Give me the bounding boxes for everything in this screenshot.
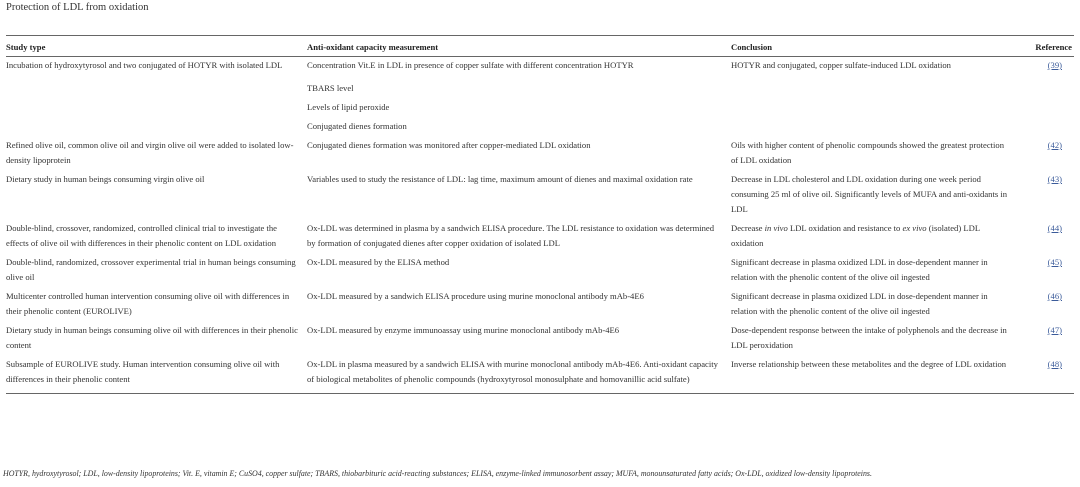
table-footnote: HOTYR, hydroxytyrosol; LDL, low-density lipoproteins; Vit. E, vitamin E; CuSO4, copper sulfate; TBARS, thiobarbituric acid-reacting substances; ELISA, enzyme-linked immunosorbent assay; MUFA, monounsaturated fatty acids; Ox-LDL, oxidized low-density lipoproteins.	[3, 469, 872, 478]
measurement-cell: Ox-LDL was determined in plasma by a sandwich ELISA procedure. The LDL resistance to oxidation was determined by formation of conjugated dienes after copper oxidation of isolated LDL	[307, 223, 715, 248]
study-type-cell: Multicenter controlled human intervention consuming olive oil with differences in their phenolic content (EUROLIVE)	[6, 291, 290, 316]
reference-cell	[1019, 220, 1074, 254]
reference-link[interactable]: (45)	[1047, 257, 1062, 267]
conclusion-cell	[731, 220, 1019, 254]
reference-cell	[1019, 57, 1074, 138]
table-row	[6, 220, 1074, 254]
reference-cell	[1019, 288, 1074, 322]
reference-link[interactable]: (46)	[1047, 291, 1062, 301]
header-conclusion: Conclusion	[731, 36, 1019, 57]
study-type-cell: Double-blind, crossover, randomized, controlled clinical trial to investigate the effects of olive oil with differences in their phenolic content on LDL oxidation	[6, 223, 277, 248]
reference-cell	[1019, 356, 1074, 394]
table-row	[6, 171, 1074, 220]
measurement-text: Concentration Vit.E in LDL in presence of copper sulfate with different concentration HOTYR	[307, 60, 634, 70]
measurement-subitem: TBARS level	[307, 83, 354, 93]
reference-link[interactable]: (44)	[1047, 223, 1062, 233]
table-row	[6, 288, 1074, 322]
study-type-cell: Dietary study in human beings consuming olive oil with differences in their phenolic content	[6, 325, 298, 350]
table-caption: Protection of LDL from oxidation	[6, 2, 149, 13]
study-type-cell: Incubation of hydroxytyrosol and two conjugated of HOTYR with isolated LDL	[6, 60, 283, 70]
study-type-cell: Double-blind, randomized, crossover experimental trial in human beings consuming olive oil	[6, 257, 296, 282]
conclusion-cell: HOTYR and conjugated, copper sulfate-induced LDL oxidation	[731, 60, 951, 70]
reference-cell	[1019, 254, 1074, 288]
table-row	[6, 356, 1074, 394]
conclusion-cell: Significant decrease in plasma oxidized LDL in dose-dependent manner in relation with the phenolic content of the olive oil ingested	[731, 257, 988, 282]
conclusion-italic-term: ex vivo	[902, 223, 927, 233]
conclusion-cell: Oils with higher content of phenolic compounds showed the greatest protection of LDL oxidation	[731, 140, 1005, 165]
conclusion-cell: Dose-dependent response between the intake of polyphenols and the decrease in LDL peroxidation	[731, 325, 1007, 350]
table-row	[6, 57, 1074, 138]
reference-link[interactable]: (39)	[1047, 60, 1062, 70]
header-measurement: Anti-oxidant capacity measurement	[307, 36, 731, 57]
reference-link[interactable]: (47)	[1047, 325, 1062, 335]
reference-cell	[1019, 137, 1074, 171]
table-row	[6, 322, 1074, 356]
measurement-cell: Ox-LDL measured by a sandwich ELISA procedure using murine monoclonal antibody mAb-4E6	[307, 291, 644, 301]
measurement-subitem: Conjugated dienes formation	[307, 121, 407, 131]
reference-cell	[1019, 322, 1074, 356]
ldl-oxidation-table	[6, 35, 1074, 394]
study-type-cell: Refined olive oil, common olive oil and virgin olive oil were added to isolated low-density lipoprotein	[6, 140, 294, 165]
reference-link[interactable]: (43)	[1047, 174, 1062, 184]
conclusion-text: Decrease	[731, 223, 765, 233]
table-header-row	[6, 36, 1074, 57]
measurement-cell: Ox-LDL measured by enzyme immunoassay using murine monoclonal antibody mAb-4E6	[307, 325, 620, 335]
study-type-cell: Dietary study in human beings consuming virgin olive oil	[6, 174, 205, 184]
measurement-subitem: Levels of lipid peroxide	[307, 102, 390, 112]
measurement-cell: Conjugated dienes formation was monitored after copper-mediated LDL oxidation	[307, 140, 591, 150]
study-type-cell: Subsample of EUROLIVE study. Human intervention consuming olive oil with differences in their phenolic content	[6, 356, 307, 394]
conclusion-text: (isolated) LDL oxidation	[731, 223, 980, 248]
measurement-cell: Ox-LDL measured by the ELISA method	[307, 257, 450, 267]
conclusion-cell: Decrease in LDL cholesterol and LDL oxidation during one week period consuming 25 ml of olive oil. Significantly levels of MUFA and anti-oxidants in LDL	[731, 174, 1008, 214]
conclusion-italic-term: in vivo	[764, 223, 788, 233]
header-study-type: Study type	[6, 36, 307, 57]
table-row	[6, 137, 1074, 171]
measurement-cell: Ox-LDL in plasma measured by a sandwich ELISA with murine monoclonal antibody mAb-4E6. Anti-oxidant capacity of biological metabolites of phenolic compounds (hydroxytyrosol monosulphate and homovanillic acid sulfate)	[307, 356, 731, 394]
header-reference: Reference	[1019, 36, 1074, 57]
conclusion-cell: Inverse relationship between these metabolites and the degree of LDL oxidation	[731, 356, 1019, 394]
conclusion-cell: Significant decrease in plasma oxidized LDL in dose-dependent manner in relation with the phenolic content of the olive oil ingested	[731, 291, 988, 316]
measurement-cell	[307, 57, 731, 138]
conclusion-text: LDL oxidation and resistance to	[787, 223, 903, 233]
reference-cell	[1019, 171, 1074, 220]
reference-link[interactable]: (42)	[1047, 140, 1062, 150]
table-row	[6, 254, 1074, 288]
measurement-cell: Variables used to study the resistance of LDL: lag time, maximum amount of dienes and maximal oxidation rate	[307, 174, 693, 184]
reference-link[interactable]: (48)	[1047, 359, 1062, 369]
